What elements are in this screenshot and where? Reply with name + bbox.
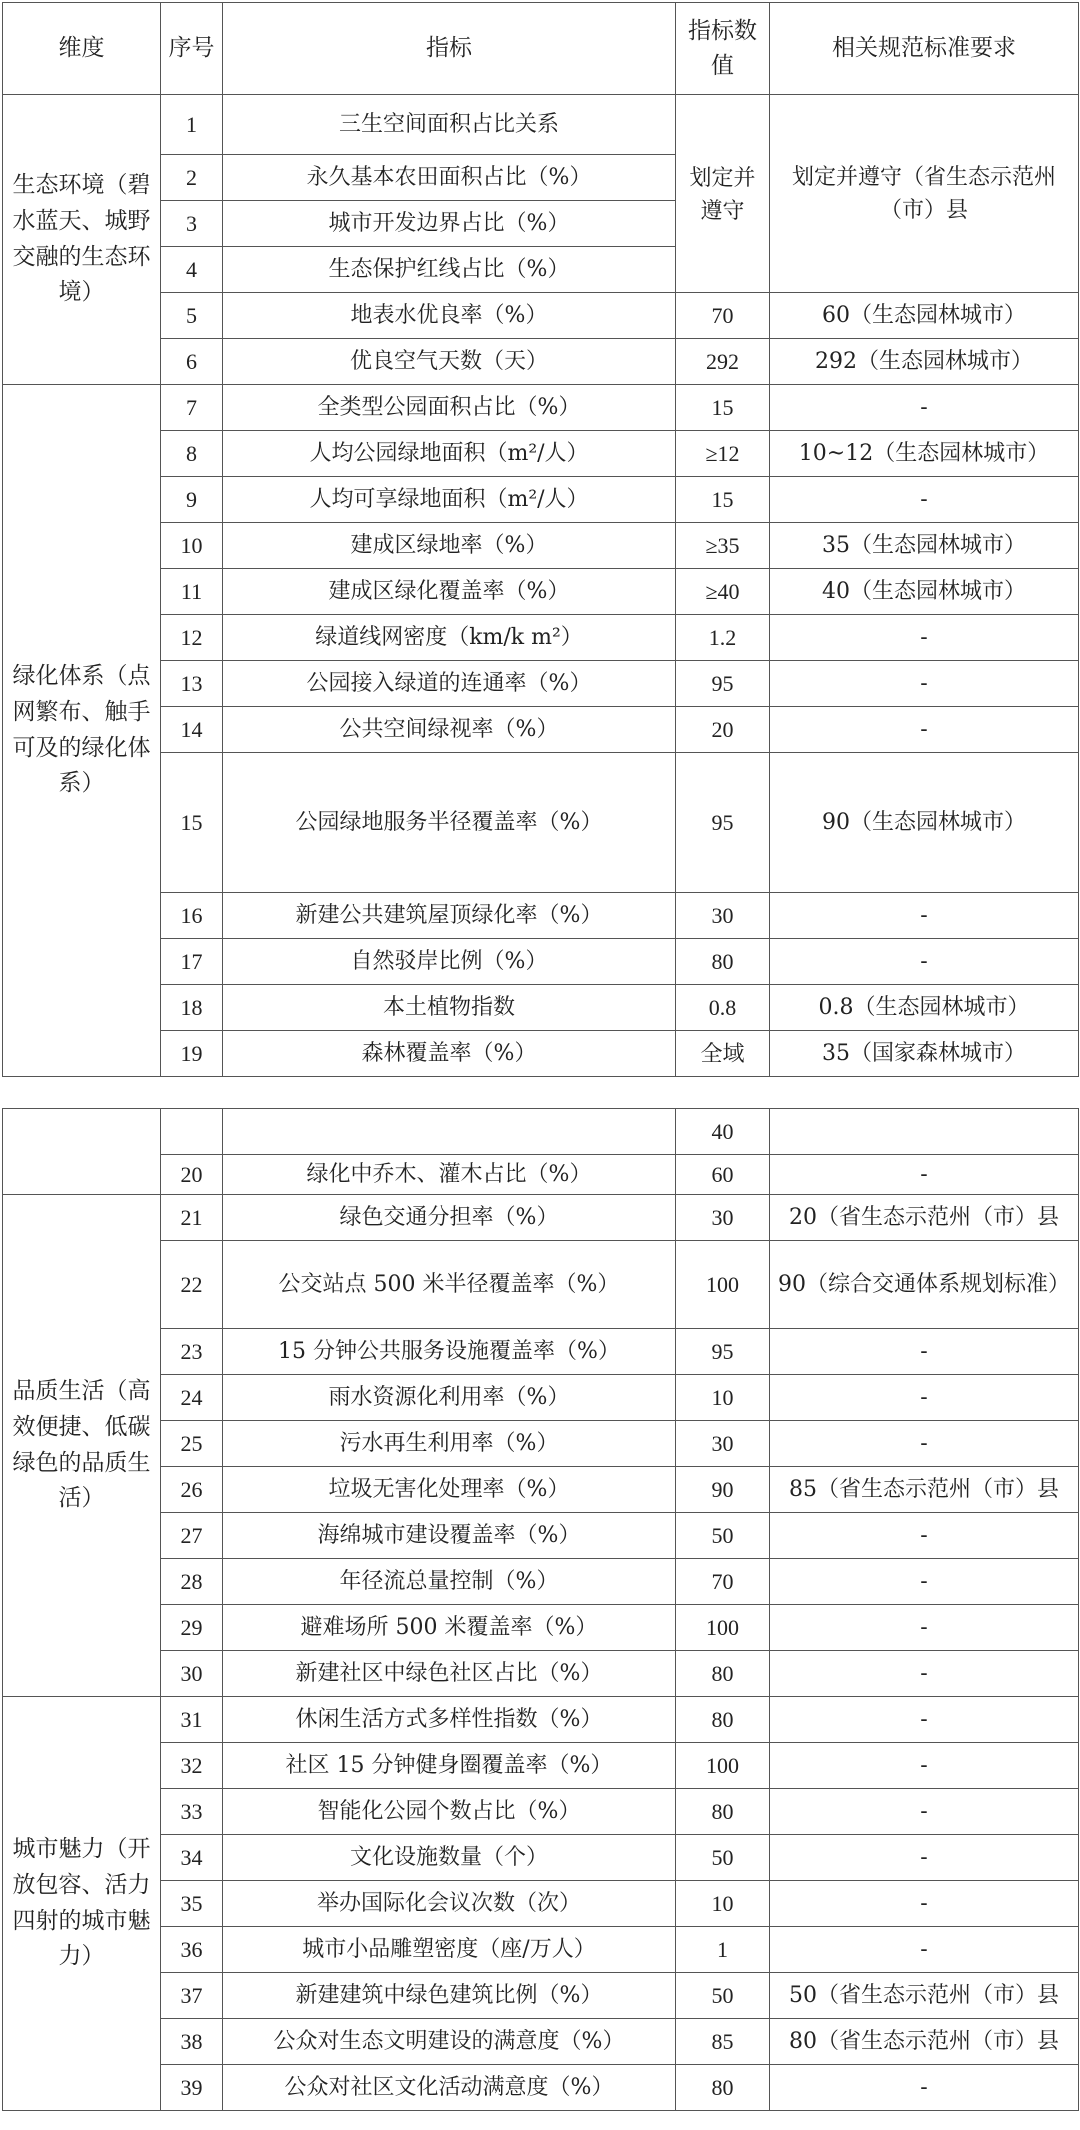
seq-cell: 5 bbox=[161, 293, 223, 339]
indicator-cell: 森林覆盖率（%） bbox=[223, 1031, 676, 1077]
table-header-row bbox=[3, 3, 1079, 95]
standard-cell: 35（国家森林城市） bbox=[770, 1031, 1079, 1077]
seq-cell: 33 bbox=[161, 1789, 223, 1835]
seq-cell: 27 bbox=[161, 1513, 223, 1559]
value-cell: 80 bbox=[676, 1789, 770, 1835]
seq-cell: 26 bbox=[161, 1467, 223, 1513]
indicator-cell: 公众对生态文明建设的满意度（%） bbox=[223, 2019, 676, 2065]
indicator-cell: 绿道线网密度（km/k m²） bbox=[223, 615, 676, 661]
seq-cell: 9 bbox=[161, 477, 223, 523]
table-row bbox=[3, 95, 1079, 155]
table-row bbox=[3, 1651, 1079, 1697]
seq-cell: 30 bbox=[161, 1651, 223, 1697]
seq-cell: 10 bbox=[161, 523, 223, 569]
indicator-cell: 新建社区中绿色社区占比（%） bbox=[223, 1651, 676, 1697]
header-standard: 相关规范标准要求 bbox=[770, 3, 1079, 95]
value-cell: 80 bbox=[676, 2065, 770, 2111]
standard-cell: - bbox=[770, 1697, 1079, 1743]
value-cell: 70 bbox=[676, 293, 770, 339]
value-cell: 50 bbox=[676, 1835, 770, 1881]
value-cell: 10 bbox=[676, 1881, 770, 1927]
standard-cell: 292（生态园林城市） bbox=[770, 339, 1079, 385]
table-row bbox=[3, 1835, 1079, 1881]
seq-cell: 34 bbox=[161, 1835, 223, 1881]
table-row bbox=[3, 985, 1079, 1031]
table-row bbox=[3, 1513, 1079, 1559]
table-row bbox=[3, 339, 1079, 385]
standard-cell: - bbox=[770, 615, 1079, 661]
header-dimension: 维度 bbox=[3, 3, 161, 95]
value-cell: 60 bbox=[676, 1155, 770, 1195]
header-seq: 序号 bbox=[161, 3, 223, 95]
indicator-cell: 地表水优良率（%） bbox=[223, 293, 676, 339]
value-cell: 0.8 bbox=[676, 985, 770, 1031]
table-row bbox=[3, 385, 1079, 431]
indicator-cell: 举办国际化会议次数（次） bbox=[223, 1881, 676, 1927]
standard-cell: - bbox=[770, 1605, 1079, 1651]
standard-cell: 80（省生态示范州（市）县 bbox=[770, 2019, 1079, 2065]
table-row bbox=[3, 1241, 1079, 1329]
table-row bbox=[3, 1195, 1079, 1241]
indicator-cell: 建成区绿化覆盖率（%） bbox=[223, 569, 676, 615]
seq-cell: 36 bbox=[161, 1927, 223, 1973]
seq-cell: 22 bbox=[161, 1241, 223, 1329]
value-cell: 全域 bbox=[676, 1031, 770, 1077]
indicator-table-part-2 bbox=[2, 1108, 1079, 2111]
standard-cell: - bbox=[770, 1927, 1079, 1973]
standard-cell: - bbox=[770, 893, 1079, 939]
indicator-cell: 智能化公园个数占比（%） bbox=[223, 1789, 676, 1835]
seq-cell: 14 bbox=[161, 707, 223, 753]
table-row bbox=[3, 1881, 1079, 1927]
table-row bbox=[3, 293, 1079, 339]
standard-cell: - bbox=[770, 939, 1079, 985]
table-row bbox=[3, 1329, 1079, 1375]
table-row bbox=[3, 1559, 1079, 1605]
table-row bbox=[3, 1743, 1079, 1789]
dimension-eco: 生态环境（碧水蓝天、城野交融的生态环境） bbox=[3, 95, 161, 385]
indicator-cell: 公交站点 500 米半径覆盖率（%） bbox=[223, 1241, 676, 1329]
seq-cell: 17 bbox=[161, 939, 223, 985]
table-row bbox=[3, 939, 1079, 985]
table-row bbox=[3, 1697, 1079, 1743]
standard-cell: 60（生态园林城市） bbox=[770, 293, 1079, 339]
standard-cell: 90（生态园林城市） bbox=[770, 753, 1079, 893]
indicator-cell: 新建建筑中绿色建筑比例（%） bbox=[223, 1973, 676, 2019]
seq-cell: 13 bbox=[161, 661, 223, 707]
table-row bbox=[3, 1605, 1079, 1651]
seq-cell: 11 bbox=[161, 569, 223, 615]
value-cell: 20 bbox=[676, 707, 770, 753]
table-row bbox=[3, 477, 1079, 523]
indicator-cell: 避难场所 500 米覆盖率（%） bbox=[223, 1605, 676, 1651]
table-row bbox=[3, 1927, 1079, 1973]
value-cell: 40 bbox=[676, 1109, 770, 1155]
indicator-cell: 公园接入绿道的连通率（%） bbox=[223, 661, 676, 707]
standard-cell: - bbox=[770, 1835, 1079, 1881]
seq-cell: 28 bbox=[161, 1559, 223, 1605]
table-row bbox=[3, 569, 1079, 615]
header-indicator: 指标 bbox=[223, 3, 676, 95]
indicator-cell: 休闲生活方式多样性指数（%） bbox=[223, 1697, 676, 1743]
indicator-cell: 垃圾无害化处理率（%） bbox=[223, 1467, 676, 1513]
indicator-cell bbox=[223, 1109, 676, 1155]
standard-cell: 40（生态园林城市） bbox=[770, 569, 1079, 615]
standard-cell: - bbox=[770, 1155, 1079, 1195]
value-cell: 80 bbox=[676, 1697, 770, 1743]
standard-cell: - bbox=[770, 707, 1079, 753]
value-cell: 85 bbox=[676, 2019, 770, 2065]
standard-cell: - bbox=[770, 1881, 1079, 1927]
value-cell: 292 bbox=[676, 339, 770, 385]
seq-cell: 39 bbox=[161, 2065, 223, 2111]
seq-cell: 1 bbox=[161, 95, 223, 155]
indicator-cell: 本土植物指数 bbox=[223, 985, 676, 1031]
table-row bbox=[3, 1421, 1079, 1467]
value-cell: 80 bbox=[676, 1651, 770, 1697]
table-row bbox=[3, 523, 1079, 569]
seq-cell: 37 bbox=[161, 1973, 223, 2019]
standard-cell: 50（省生态示范州（市）县 bbox=[770, 1973, 1079, 2019]
value-cell: 100 bbox=[676, 1605, 770, 1651]
table-row bbox=[3, 2019, 1079, 2065]
value-cell: 30 bbox=[676, 1421, 770, 1467]
standard-cell: - bbox=[770, 1651, 1079, 1697]
standard-cell: 10~12（生态园林城市） bbox=[770, 431, 1079, 477]
standard-cell bbox=[770, 1109, 1079, 1155]
table-row bbox=[3, 2065, 1079, 2111]
seq-cell: 32 bbox=[161, 1743, 223, 1789]
header-value: 指标数值 bbox=[676, 3, 770, 95]
standard-cell: 0.8（生态园林城市） bbox=[770, 985, 1079, 1031]
seq-cell: 8 bbox=[161, 431, 223, 477]
indicator-cell: 年径流总量控制（%） bbox=[223, 1559, 676, 1605]
indicator-cell: 文化设施数量（个） bbox=[223, 1835, 676, 1881]
value-cell: 90 bbox=[676, 1467, 770, 1513]
seq-cell bbox=[161, 1109, 223, 1155]
table-row bbox=[3, 661, 1079, 707]
indicator-cell: 人均公园绿地面积（m²/人） bbox=[223, 431, 676, 477]
standard-cell: 35（生态园林城市） bbox=[770, 523, 1079, 569]
table-row bbox=[3, 1031, 1079, 1077]
indicator-table-part-1 bbox=[2, 2, 1079, 1077]
value-cell: 1 bbox=[676, 1927, 770, 1973]
value-cell: 70 bbox=[676, 1559, 770, 1605]
value-cell: 80 bbox=[676, 939, 770, 985]
page-break-gap bbox=[0, 1098, 1080, 1108]
seq-cell: 16 bbox=[161, 893, 223, 939]
indicator-cell: 生态保护红线占比（%） bbox=[223, 247, 676, 293]
value-cell: 50 bbox=[676, 1973, 770, 2019]
value-cell: ≥35 bbox=[676, 523, 770, 569]
seq-cell: 21 bbox=[161, 1195, 223, 1241]
standard-cell: - bbox=[770, 385, 1079, 431]
value-cell: 15 bbox=[676, 385, 770, 431]
standard-cell: - bbox=[770, 1329, 1079, 1375]
value-cell: 30 bbox=[676, 893, 770, 939]
indicator-cell: 雨水资源化利用率（%） bbox=[223, 1375, 676, 1421]
indicator-cell: 自然驳岸比例（%） bbox=[223, 939, 676, 985]
value-cell: 15 bbox=[676, 477, 770, 523]
value-cell: 95 bbox=[676, 661, 770, 707]
indicator-cell: 新建公共建筑屋顶绿化率（%） bbox=[223, 893, 676, 939]
value-cell: ≥40 bbox=[676, 569, 770, 615]
indicator-cell: 城市开发边界占比（%） bbox=[223, 201, 676, 247]
seq-cell: 4 bbox=[161, 247, 223, 293]
table-row bbox=[3, 1155, 1079, 1195]
seq-cell: 19 bbox=[161, 1031, 223, 1077]
indicator-cell: 社区 15 分钟健身圈覆盖率（%） bbox=[223, 1743, 676, 1789]
indicator-cell: 城市小品雕塑密度（座/万人） bbox=[223, 1927, 676, 1973]
seq-cell: 2 bbox=[161, 155, 223, 201]
table-row bbox=[3, 893, 1079, 939]
standard-cell: - bbox=[770, 2065, 1079, 2111]
indicator-cell: 三生空间面积占比关系 bbox=[223, 95, 676, 155]
table-row bbox=[3, 753, 1079, 893]
table-row bbox=[3, 431, 1079, 477]
seq-cell: 6 bbox=[161, 339, 223, 385]
standard-cell: - bbox=[770, 1789, 1079, 1835]
seq-cell: 7 bbox=[161, 385, 223, 431]
dimension-charm: 城市魅力（开放包容、活力四射的城市魅力） bbox=[3, 1697, 161, 2111]
indicator-cell: 公共空间绿视率（%） bbox=[223, 707, 676, 753]
seq-cell: 25 bbox=[161, 1421, 223, 1467]
indicator-cell: 15 分钟公共服务设施覆盖率（%） bbox=[223, 1329, 676, 1375]
seq-cell: 3 bbox=[161, 201, 223, 247]
table-row bbox=[3, 707, 1079, 753]
indicator-cell: 绿化中乔木、灌木占比（%） bbox=[223, 1155, 676, 1195]
indicator-cell: 公园绿地服务半径覆盖率（%） bbox=[223, 753, 676, 893]
value-cell: 95 bbox=[676, 1329, 770, 1375]
table-row bbox=[3, 615, 1079, 661]
table-row bbox=[3, 1467, 1079, 1513]
indicator-cell: 全类型公园面积占比（%） bbox=[223, 385, 676, 431]
indicator-cell: 优良空气天数（天） bbox=[223, 339, 676, 385]
dimension-empty bbox=[3, 1109, 161, 1195]
table-row bbox=[3, 1973, 1079, 2019]
indicator-cell: 建成区绿地率（%） bbox=[223, 523, 676, 569]
value-cell: 100 bbox=[676, 1743, 770, 1789]
value-cell: 划定并遵守 bbox=[676, 95, 770, 293]
value-cell: 30 bbox=[676, 1195, 770, 1241]
standard-cell: 划定并遵守（省生态示范州（市）县 bbox=[770, 95, 1079, 293]
seq-cell: 38 bbox=[161, 2019, 223, 2065]
standard-cell: 85（省生态示范州（市）县 bbox=[770, 1467, 1079, 1513]
standard-cell: - bbox=[770, 477, 1079, 523]
standard-cell: 90（综合交通体系规划标准） bbox=[770, 1241, 1079, 1329]
standard-cell: - bbox=[770, 1743, 1079, 1789]
seq-cell: 18 bbox=[161, 985, 223, 1031]
value-cell: 1.2 bbox=[676, 615, 770, 661]
table-row bbox=[3, 1375, 1079, 1421]
standard-cell: - bbox=[770, 1559, 1079, 1605]
seq-cell: 24 bbox=[161, 1375, 223, 1421]
value-cell: ≥12 bbox=[676, 431, 770, 477]
seq-cell: 20 bbox=[161, 1155, 223, 1195]
indicator-cell: 绿色交通分担率（%） bbox=[223, 1195, 676, 1241]
indicator-cell: 海绵城市建设覆盖率（%） bbox=[223, 1513, 676, 1559]
standard-cell: - bbox=[770, 1421, 1079, 1467]
standard-cell: - bbox=[770, 661, 1079, 707]
value-cell: 10 bbox=[676, 1375, 770, 1421]
dimension-life: 品质生活（高效便捷、低碳绿色的品质生活） bbox=[3, 1195, 161, 1697]
table-row bbox=[3, 1109, 1079, 1155]
indicator-cell: 公众对社区文化活动满意度（%） bbox=[223, 2065, 676, 2111]
value-cell: 50 bbox=[676, 1513, 770, 1559]
value-cell: 100 bbox=[676, 1241, 770, 1329]
table-row bbox=[3, 1789, 1079, 1835]
indicator-cell: 污水再生利用率（%） bbox=[223, 1421, 676, 1467]
seq-cell: 31 bbox=[161, 1697, 223, 1743]
indicator-cell: 人均可享绿地面积（m²/人） bbox=[223, 477, 676, 523]
standard-cell: - bbox=[770, 1513, 1079, 1559]
seq-cell: 35 bbox=[161, 1881, 223, 1927]
standard-cell: 20（省生态示范州（市）县 bbox=[770, 1195, 1079, 1241]
seq-cell: 29 bbox=[161, 1605, 223, 1651]
value-cell: 95 bbox=[676, 753, 770, 893]
standard-cell: - bbox=[770, 1375, 1079, 1421]
seq-cell: 23 bbox=[161, 1329, 223, 1375]
indicator-cell: 永久基本农田面积占比（%） bbox=[223, 155, 676, 201]
dimension-green: 绿化体系（点网繁布、触手可及的绿化体系） bbox=[3, 385, 161, 1077]
seq-cell: 12 bbox=[161, 615, 223, 661]
seq-cell: 15 bbox=[161, 753, 223, 893]
